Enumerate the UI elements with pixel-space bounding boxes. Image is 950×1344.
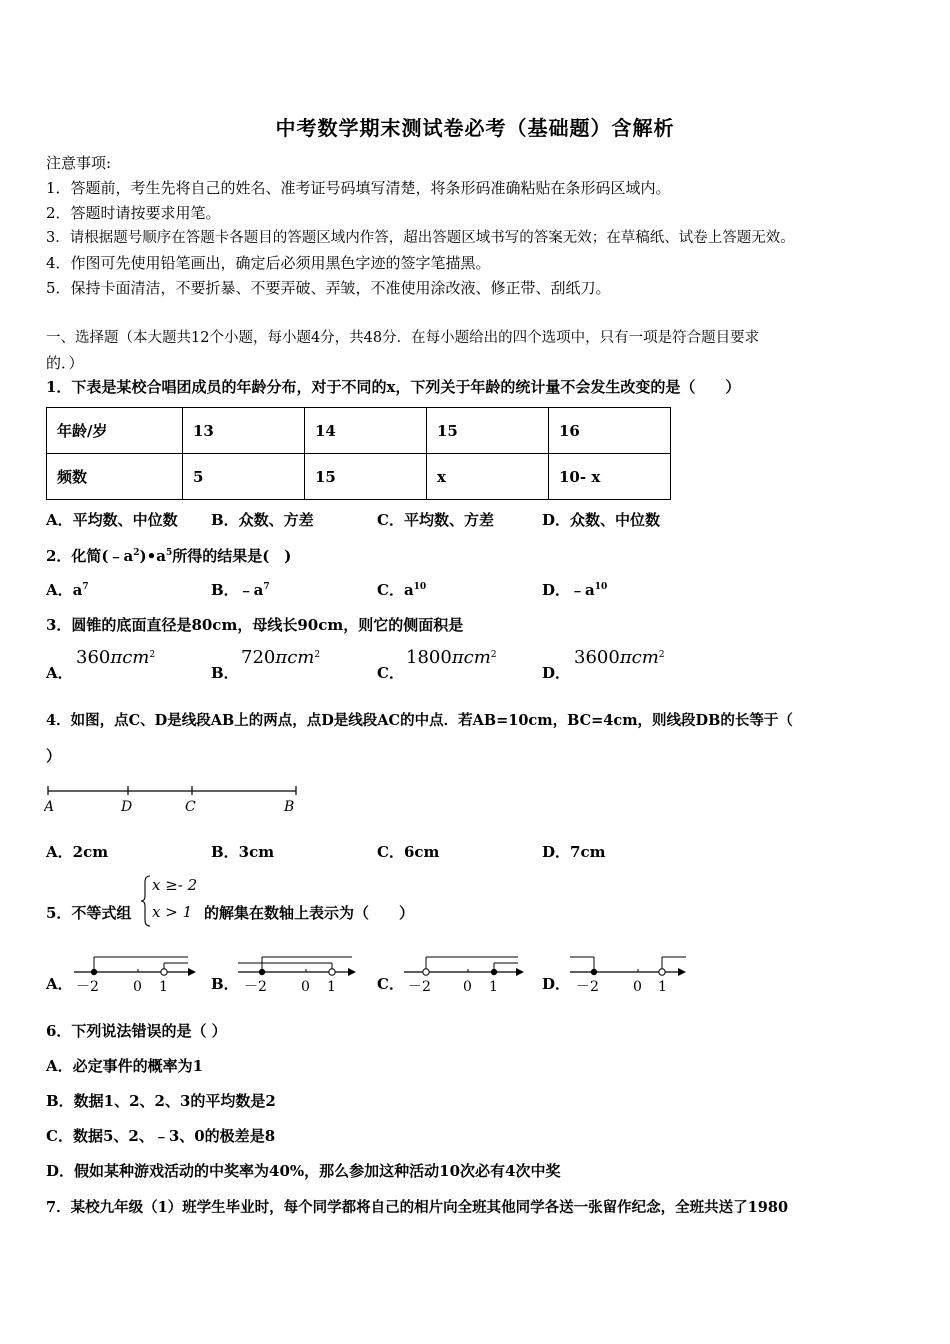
table-row [47,454,671,500]
page-title: 中考数学期末测试卷必考（基础题）含解析 [275,116,675,140]
q5-option-c-label: C． [377,975,404,993]
question-1-stem: 1．下表是某校合唱团成员的年龄分布，对于不同的x，下列关于年龄的统计量不会发生改变的是（ ） [46,378,741,396]
q5-number-line-b [234,950,364,998]
notice-item: 2．答题时请按要求用笔。 [46,204,221,222]
q5-option-b-label: B． [211,975,239,993]
q6-option-d: D．假如某种游戏活动的中奖率为40%，那么参加这种活动10次必有4次中奖 [46,1162,561,1180]
question-4-stem: 4．如图，点C、D是线段AB上的两点，点D是线段AC的中点．若AB=10cm，BC=4cm，则线段DB的长等于（ [46,712,793,729]
question-7-stem: 7．某校九年级（1）班学生毕业时，每个同学都将自己的相片向全班其他同学各送一张留作纪念，全班共送了1980 [46,1199,789,1216]
svg-text:－2: －2 [76,979,99,995]
table-cell: x [427,454,549,500]
table-cell: 5 [183,454,305,500]
table-cell: 15 [305,454,427,500]
question-2-stem: 2．化简$(﹣a^2)•a^5$所得的结果是( ) [46,547,292,565]
svg-text:0: 0 [301,979,310,995]
notice-item: 1．答题前，考生先将自己的姓名、准考证号码填写清楚，将条形码准确粘贴在条形码区域内。 [46,179,671,197]
q3-option-c-value: 1800πcm$^2$ [406,647,497,668]
notice-item: 3．请根据题号顺序在答题卡各题目的答题区域内作答，超出答题区域书写的答案无效；在草稿纸、试卷上答题无效。 [46,230,795,246]
table-row [47,408,671,454]
q1-option-b: B．众数、方差 [211,511,314,529]
table-cell: 15 [427,408,549,454]
q1-option-a: A．平均数、中位数 [46,511,178,529]
question-5-stem-b: 的解集在数轴上表示为（ ） [204,904,415,922]
age-frequency-table [46,407,671,500]
q6-option-a: A．必定事件的概率为1 [46,1057,204,1075]
q2-option-c: C．$a^{10}$ [377,581,427,599]
point-label-a: A [44,799,55,815]
q5-number-line-d [566,950,696,998]
notice-item: 4．作图可先使用铅笔画出，确定后必须用黑色字迹的签字笔描黑。 [46,254,491,272]
svg-text:1: 1 [327,979,336,995]
inequality-1: x ≥- 2 [152,876,198,894]
q3-option-c-label: C． [377,664,404,682]
notice-heading: 注意事项: [46,154,112,172]
notice-item: 5．保持卡面清洁，不要折暴、不要弄破、弄皱，不准使用涂改液、修正带、刮纸刀。 [46,279,611,297]
q3-option-a-label: A． [46,664,73,682]
table-cell: 年龄/岁 [47,408,183,454]
svg-text:0: 0 [133,979,142,995]
question-3-stem: 3．圆锥的底面直径是80cm，母线长90cm，则它的侧面积是 [46,616,464,634]
question-4-stem-cont: ） [46,747,62,765]
q1-option-d: D．众数、中位数 [542,511,661,529]
section-heading-cont: 的．） [46,354,84,372]
question-5-stem-a: 5．不等式组 [46,904,132,922]
table-cell: 16 [549,408,671,454]
q6-option-b: B．数据1、2、2、3的平均数是2 [46,1092,276,1110]
q3-option-d-value: 3600πcm$^2$ [574,647,665,668]
segment-figure [44,780,304,820]
table-cell: 10- x [549,454,671,500]
q4-option-c: C．6cm [377,843,440,861]
question-6-stem: 6．下列说法错误的是（ ） [46,1022,227,1040]
svg-text:0: 0 [633,979,642,995]
q3-option-d-label: D． [542,664,571,682]
table-cell: 14 [305,408,427,454]
svg-text:－2: －2 [576,979,599,995]
q5-number-line-c [400,950,530,998]
q5-option-a-label: A． [46,975,73,993]
svg-text:1: 1 [489,979,498,995]
section-heading: 一、选择题（本大题共12个小题，每小题4分，共48分．在每小题给出的四个选项中，只有一项是符合题目要求 [46,330,760,346]
q5-option-d-label: D． [542,975,571,993]
svg-text:1: 1 [159,979,168,995]
q1-option-c: C．平均数、方差 [377,511,494,529]
q5-number-line-a [70,950,200,998]
svg-text:－2: －2 [408,979,431,995]
q2-option-a: A．$a^7$ [46,581,89,599]
svg-text:－2: －2 [244,979,267,995]
table-cell: 13 [183,408,305,454]
q4-option-d: D．7cm [542,843,606,861]
table-cell: 频数 [47,454,183,500]
q2-option-b: B．$﹣a^7$ [211,581,270,599]
q2-option-d: D．$﹣a^{10}$ [542,581,608,599]
q3-option-b-value: 720πcm$^2$ [241,647,321,668]
q3-option-b-label: B． [211,664,239,682]
svg-text:0: 0 [463,979,472,995]
q4-option-a: A．2cm [46,843,109,861]
q4-option-b: B．3cm [211,843,275,861]
inequality-2: x > 1 [152,903,193,921]
q6-option-c: C．数据5、2、﹣3、0的极差是8 [46,1127,276,1145]
q3-option-a-value: 360πcm$^2$ [76,647,156,668]
svg-text:1: 1 [658,979,667,995]
point-label-c: C [185,799,196,815]
point-label-d: D [121,799,133,815]
brace-icon [140,874,152,928]
point-label-b: B [284,799,295,815]
